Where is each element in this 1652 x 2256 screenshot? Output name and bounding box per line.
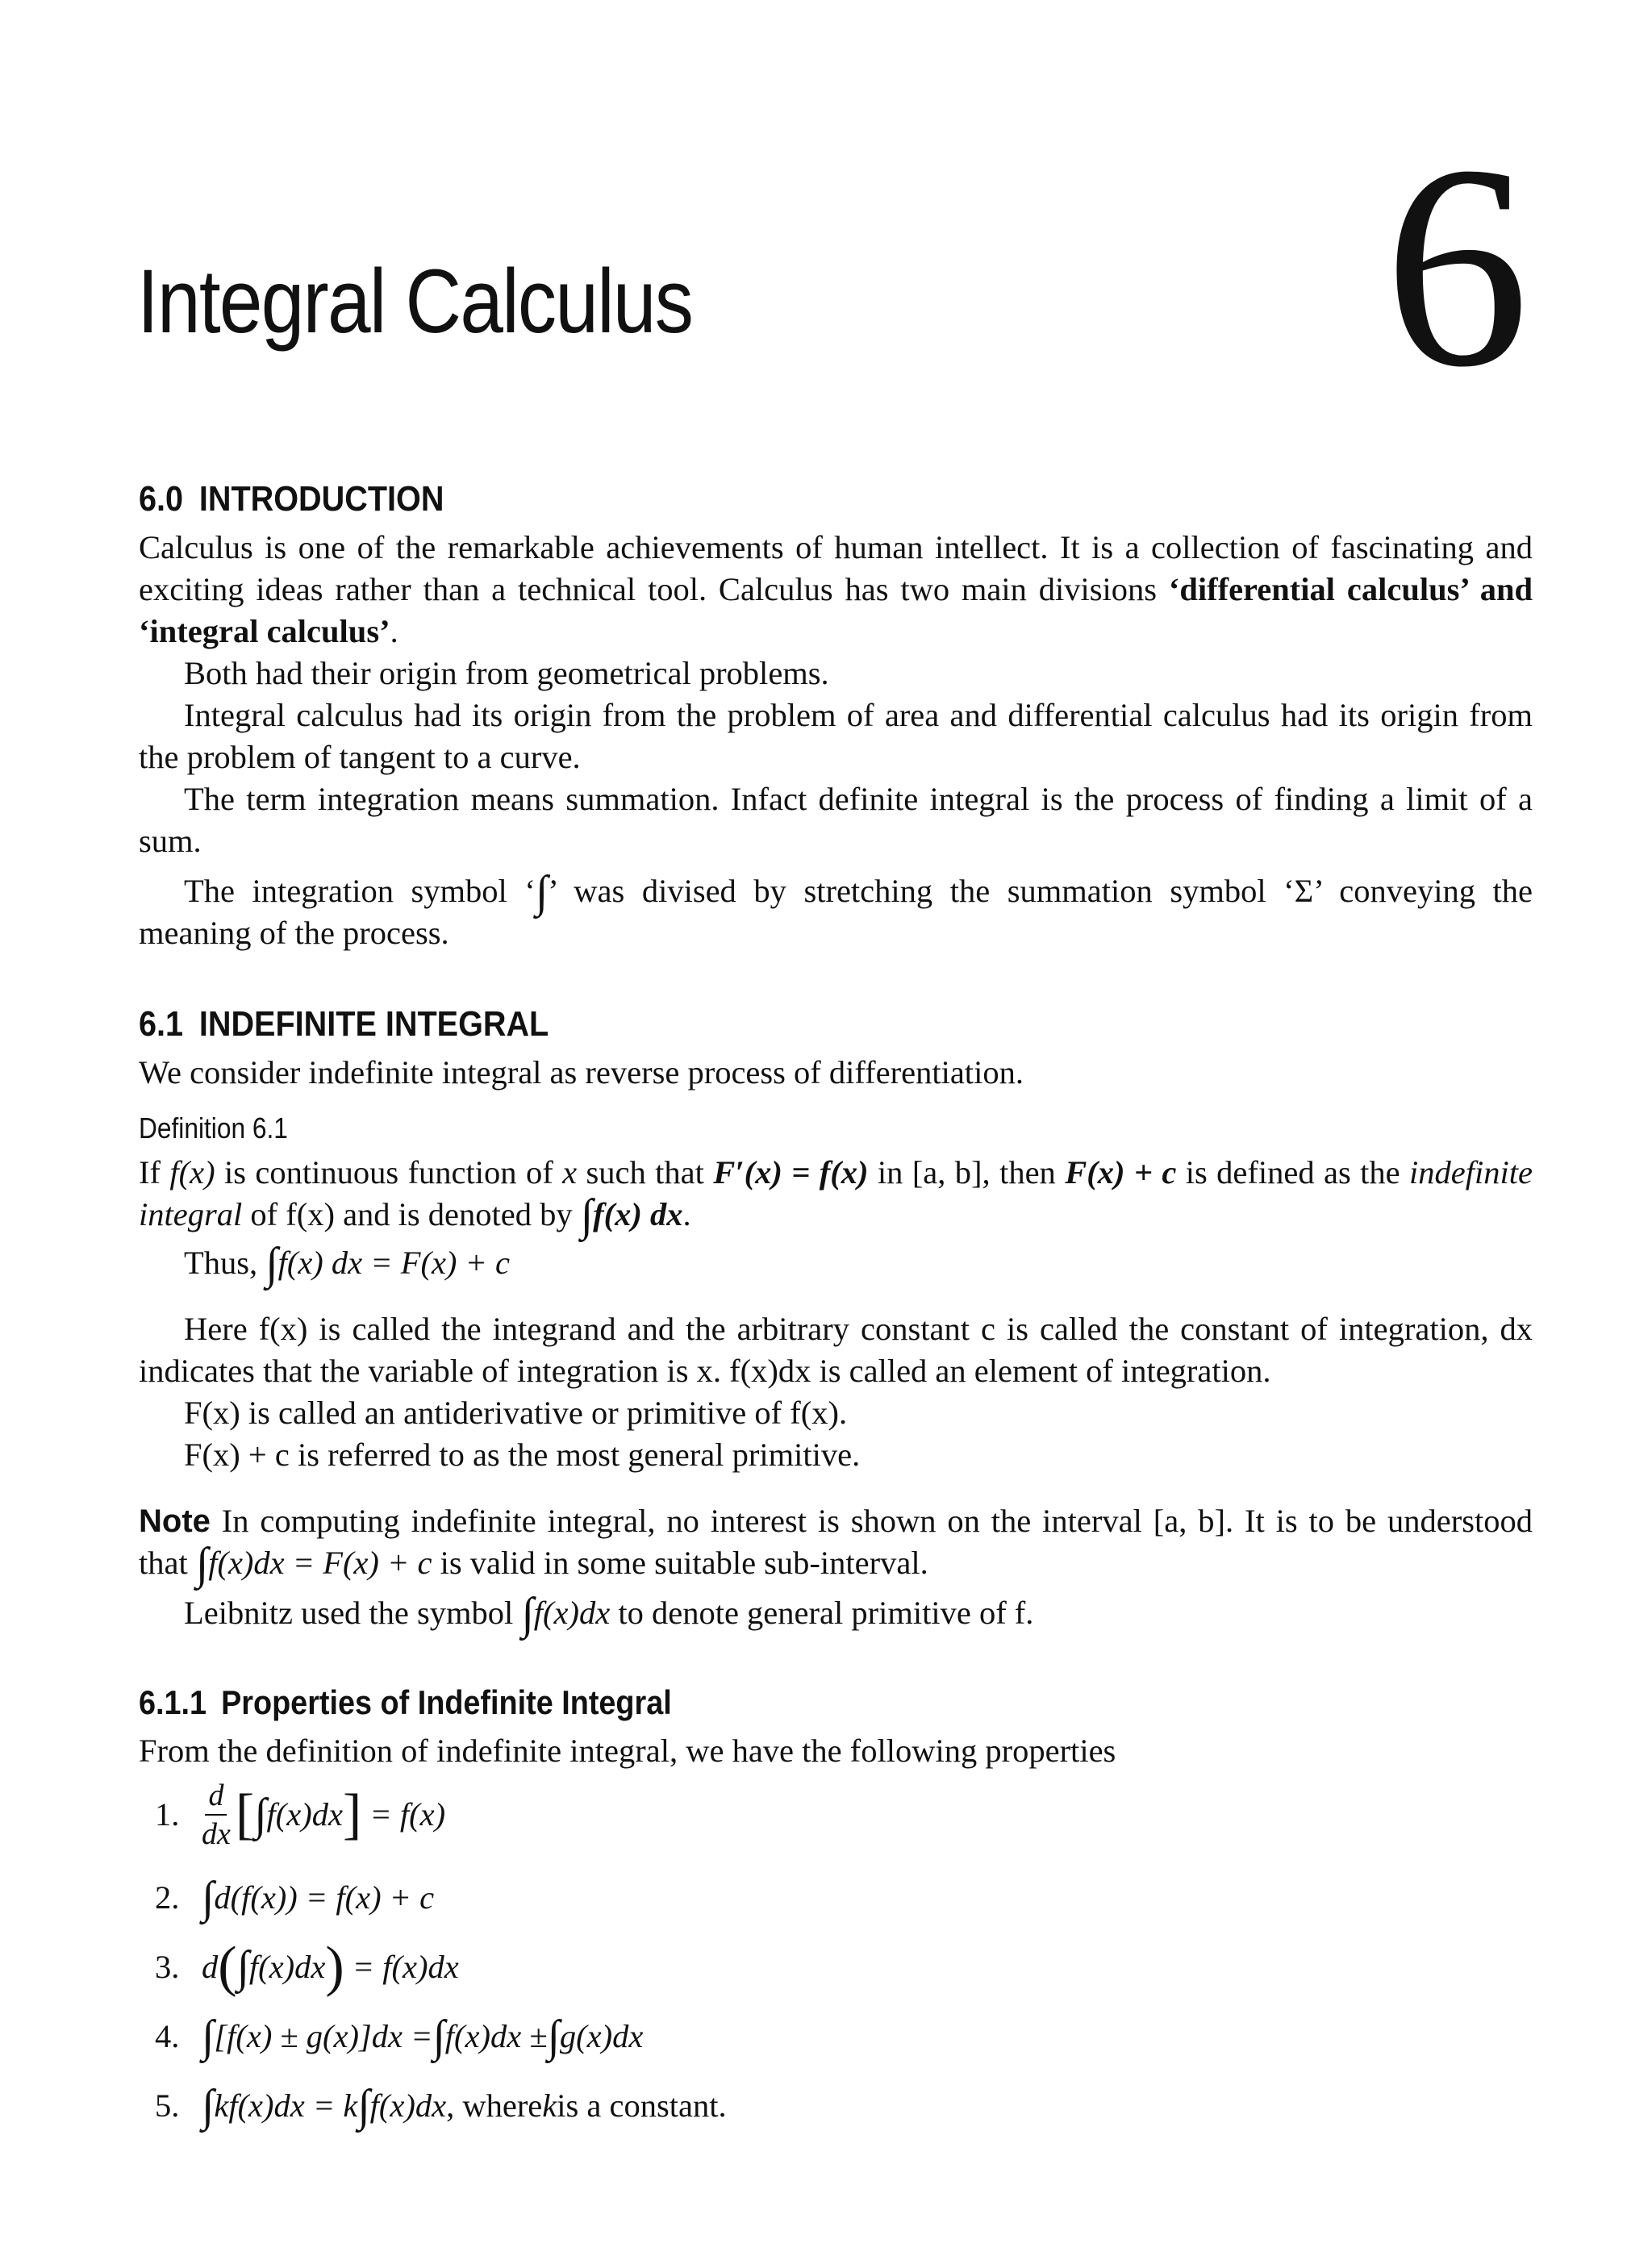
derivative-fraction: $\frac{d}{dx}$ bbox=[202, 1778, 231, 1851]
intro-paragraph-4: The term integration means summation. Infact definite integral is the process of finding a limit of a sum. bbox=[139, 781, 1533, 860]
general-primitive-line: F(x) + c is referred to as the most general primitive. bbox=[184, 1437, 861, 1474]
properties-intro: From the definition of indefinite integral, we have the following properties bbox=[139, 1732, 1116, 1769]
content bbox=[139, 476, 1533, 2154]
chapter-number: 6 bbox=[1384, 105, 1529, 427]
integral-sign-icon: ∫ bbox=[265, 1239, 278, 1290]
list-item: 5. ∫ kf(x)dx = k ∫ f(x)dx , where k is a constant. bbox=[155, 2080, 727, 2131]
note-paragraph: Note In computing indefinite integral, no interest is shown on the interval [a, b]. It is to be understood that ∫f(x)dx = F(x) + c is valid in some suitable sub-interval. bbox=[139, 1503, 1533, 1590]
indefinite-intro: We consider indefinite integral as reverse process of differentiation. bbox=[139, 1054, 1024, 1091]
antiderivative-line: F(x) is called an antiderivative or primitive of f(x). bbox=[184, 1395, 848, 1432]
chapter-title: Integral Calculus bbox=[137, 251, 693, 352]
list-item: 1. $\frac{d}{dx}$ [ ∫ f(x)dx ] = f(x) bbox=[155, 1778, 446, 1851]
properties-list bbox=[139, 1778, 1533, 2131]
integral-sign-icon: ∫ bbox=[195, 1539, 209, 1590]
intro-paragraph-2: Both had their origin from geometrical problems. bbox=[184, 655, 829, 692]
subsection-heading-6-1-1: 6.1.1 Properties of Indefinite Integral bbox=[139, 1683, 672, 1722]
here-paragraph: Here f(x) is called the integrand and the arbitrary constant c is called the constant of integration, dx indicates that the variable of integration is x. f(x)dx is called an element of integration. bbox=[139, 1311, 1533, 1390]
intro-paragraph-1: Calculus is one of the remarkable achievements of human intellect. It is a collection of fascinating and exciting ideas rather than a technical tool. Calculus has two main divisions ‘differential calculus’ and ‘integral calculus’. bbox=[139, 529, 1533, 650]
section-heading-6-1: 6.1 INDEFINITE INTEGRAL bbox=[139, 1004, 549, 1045]
definition-label: Definition 6.1 bbox=[139, 1111, 288, 1145]
list-item: 4. ∫ [f(x) ± g(x)]dx = ∫ f(x)dx ± ∫ g(x)dx bbox=[155, 2011, 644, 2062]
integral-sign-icon: ∫ bbox=[535, 867, 549, 918]
list-item: 3. d ( ∫ f(x)dx ) = f(x)dx bbox=[155, 1935, 459, 1998]
integral-sign-icon: ∫ bbox=[521, 1589, 534, 1640]
section-heading-6-0: 6.0 INTRODUCTION bbox=[139, 479, 444, 519]
intro-paragraph-3: Integral calculus had its origin from the problem of area and differential calculus had its origin from the problem of tangent to a curve. bbox=[139, 697, 1533, 776]
integral-sign-icon: ∫ bbox=[580, 1191, 594, 1241]
intro-paragraph-5: The integration symbol ‘∫’ was divised by stretching the summation symbol ‘Σ’ conveying the meaning of the process. bbox=[139, 867, 1533, 952]
leibnitz-paragraph: Leibnitz used the symbol ∫f(x)dx to denote general primitive of f. bbox=[184, 1589, 1034, 1640]
list-item: 2. ∫ d(f(x)) = f(x) + c bbox=[155, 1872, 435, 1923]
definition-text: If f(x) is continuous function of x such that F′(x) = f(x) in [a, b], then F(x) + c is defined as the indefinite integral of f(x) and is denoted by ∫f(x) dx. bbox=[139, 1154, 1533, 1241]
thus-equation: Thus, ∫f(x) dx = F(x) + c bbox=[184, 1239, 510, 1290]
